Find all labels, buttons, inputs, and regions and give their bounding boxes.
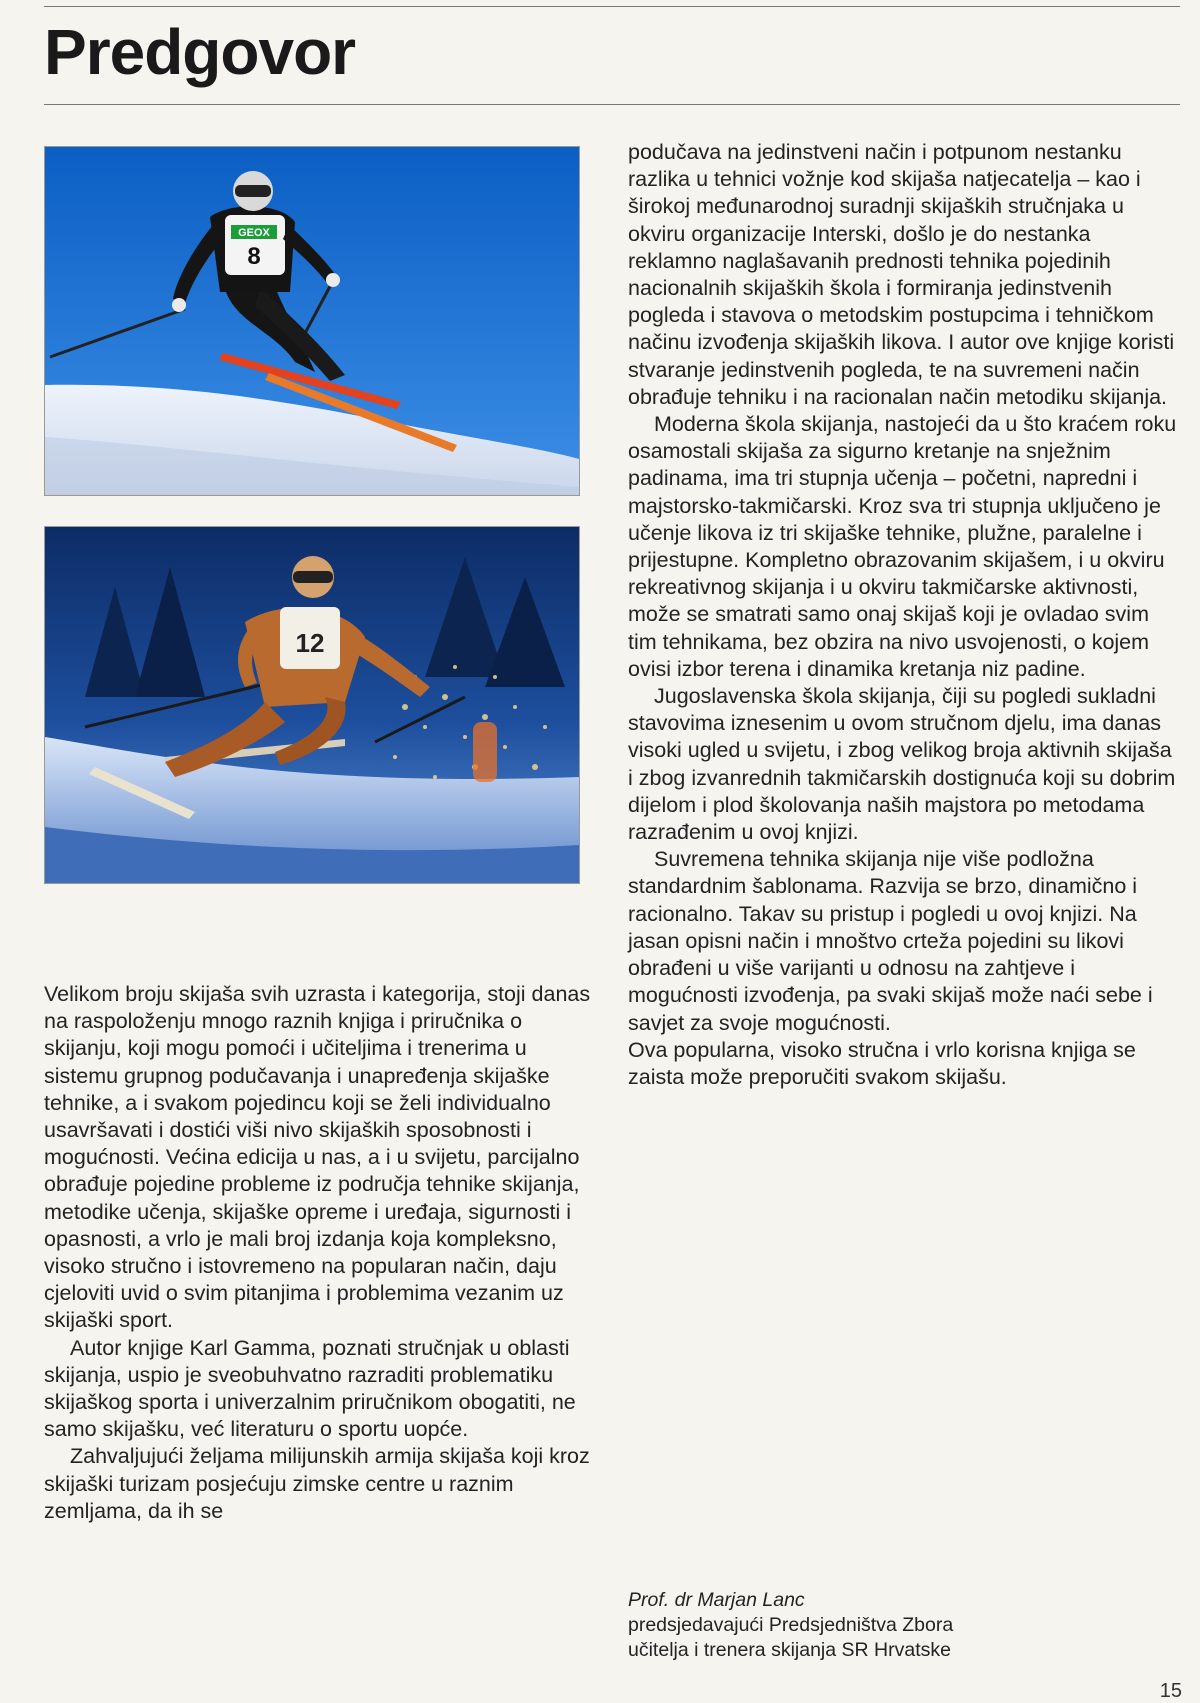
bib-sponsor-text: GEOX [238, 227, 270, 239]
paragraph: podučava na jedinstveni način i potpunom nestanku razlika u tehnici vožnje kod skijaša natjecatelja – kao i širokoj međunarodnoj suradnji skijaških stručnjaka u okviru organizacije Interski, došlo je do nestanka reklamno naglašavanih prednosti tehnika pojedinih nacionalnih skijaških škola i formiranja jedinstvenih pogleda i stavova o metodskim postupcima i tehničkom načinu izvođenja skijaških likova. I autor ove knjige koristi stvaranje jedinstvenih pogleda, te na suvremeni način obrađuje tehniku i na racionalan način metodiku skijanja. [628, 140, 1175, 409]
signature-block [628, 1588, 1188, 1663]
paragraph: Jugoslavenska škola skijanja, čiji su pogledi sukladni stavovima iznesenim u ovom stručnom djelu, ima danas visoki ugled u svijetu, i zbog velikog broja aktivnih skijaša i zbog izvanrednih takmičarskih dostignuća koji su dobrim dijelom i plod školovanja naših majstora po metodama razrađenim u ovoj knjizi. [628, 684, 1176, 845]
paragraph: Ova popularna, visoko stručna i vrlo korisna knjiga se zaista može preporučiti svakom skijašu. [628, 1037, 1136, 1089]
signature-name: Prof. dr Marjan Lanc [628, 1589, 805, 1611]
paragraph: Zahvaljujući željama milijunskih armija skijaša koji kroz skijaški turizam posjećuju zimske centre u raznim zemljama, da ih se [44, 1444, 590, 1523]
top-rule [44, 6, 1180, 7]
paragraph: Suvremena tehnika skijanja nije više podložna standardnim šablonama. Razvija se brzo, dinamično i racionalno. Takav su pristup i pogledi u ovoj knjizi. Na jasan opisni način i mnoštvo crteža pojedini su likovi obrađeni u više varijanti u odnosu na zahtjeve i mogućnosti izvođenja, pa svaki skijaš može naći sebe i savjet za svoje mogućnosti. [628, 847, 1153, 1035]
signature-role: učitelja i trenera skijanja SR Hrvatske [628, 1639, 951, 1661]
paragraph: Velikom broju skijaša svih uzrasta i kategorija, stoji danas na raspoloženju mnogo raznih knjiga i priručnika o skijanju, koji mogu pomoći i učiteljima i trenerima u sistemu grupnog podučavanja i unapređenja skijaške tehnike, a i svakom pojedincu koji se želi individualno usavršavati i dostići viši nivo skijaških sposobnosti i mogućnosti. Većina edicija u nas, a i u svijetu, parcijalno obrađuje pojedine probleme iz područja tehnike skijanja, metodike učenja, skijaške opreme i uređaja, sigurnosti i opasnosti, a vrlo je mali broj izdanja koja kompleksno, visoko stručno i istovremeno na popularan način, daju cjeloviti uvid o svim pitanjima i problemima vezanim uz skijaški sport. [44, 982, 591, 1333]
right-text-column [628, 139, 1180, 1091]
skier-jump-photo [44, 146, 580, 496]
left-text-column [44, 981, 604, 1525]
title-rule [44, 104, 1180, 105]
paragraph: Autor knjige Karl Gamma, poznati stručnjak u oblasti skijanja, uspio je sveobuhvatno razraditi problematiku skijaškog sporta i univerzalnim priručnikom obogatiti, ne samo skijašku, već literaturu o sportu uopće. [44, 1335, 576, 1442]
page-number: 15 [1159, 1680, 1182, 1702]
bib-number-text: 12 [295, 628, 325, 658]
paragraph: Moderna škola skijanja, nastojeći da u što kraćem roku osamostali skijaša za sigurno kretanje na snježnim padinama, ima tri stupnja učenja – početni, napredni i majstorsko-takmičarski. Kroz sva tri stupnja uključeno je učenje likova iz tri skijaške tehnike, plužne, paralelne i prijestupne. Kompletno obrazovanim skijašem, i u okviru rekreativnog skijanja i u okviru takmičarske aktivnosti, može se smatrati samo onaj skijaš koji je ovladao svim tim tehnikama, bez obzira na nivo usvojenosti, o kojem ovisi izbor terena i dinamika kretanja niz padine. [628, 412, 1177, 681]
bib-number-text: 8 [247, 243, 261, 270]
signature-role: predsjedavajući Predsjedništva Zbora [628, 1614, 954, 1636]
slalom-skier-photo [44, 526, 580, 884]
page-title: Predgovor [44, 16, 356, 88]
